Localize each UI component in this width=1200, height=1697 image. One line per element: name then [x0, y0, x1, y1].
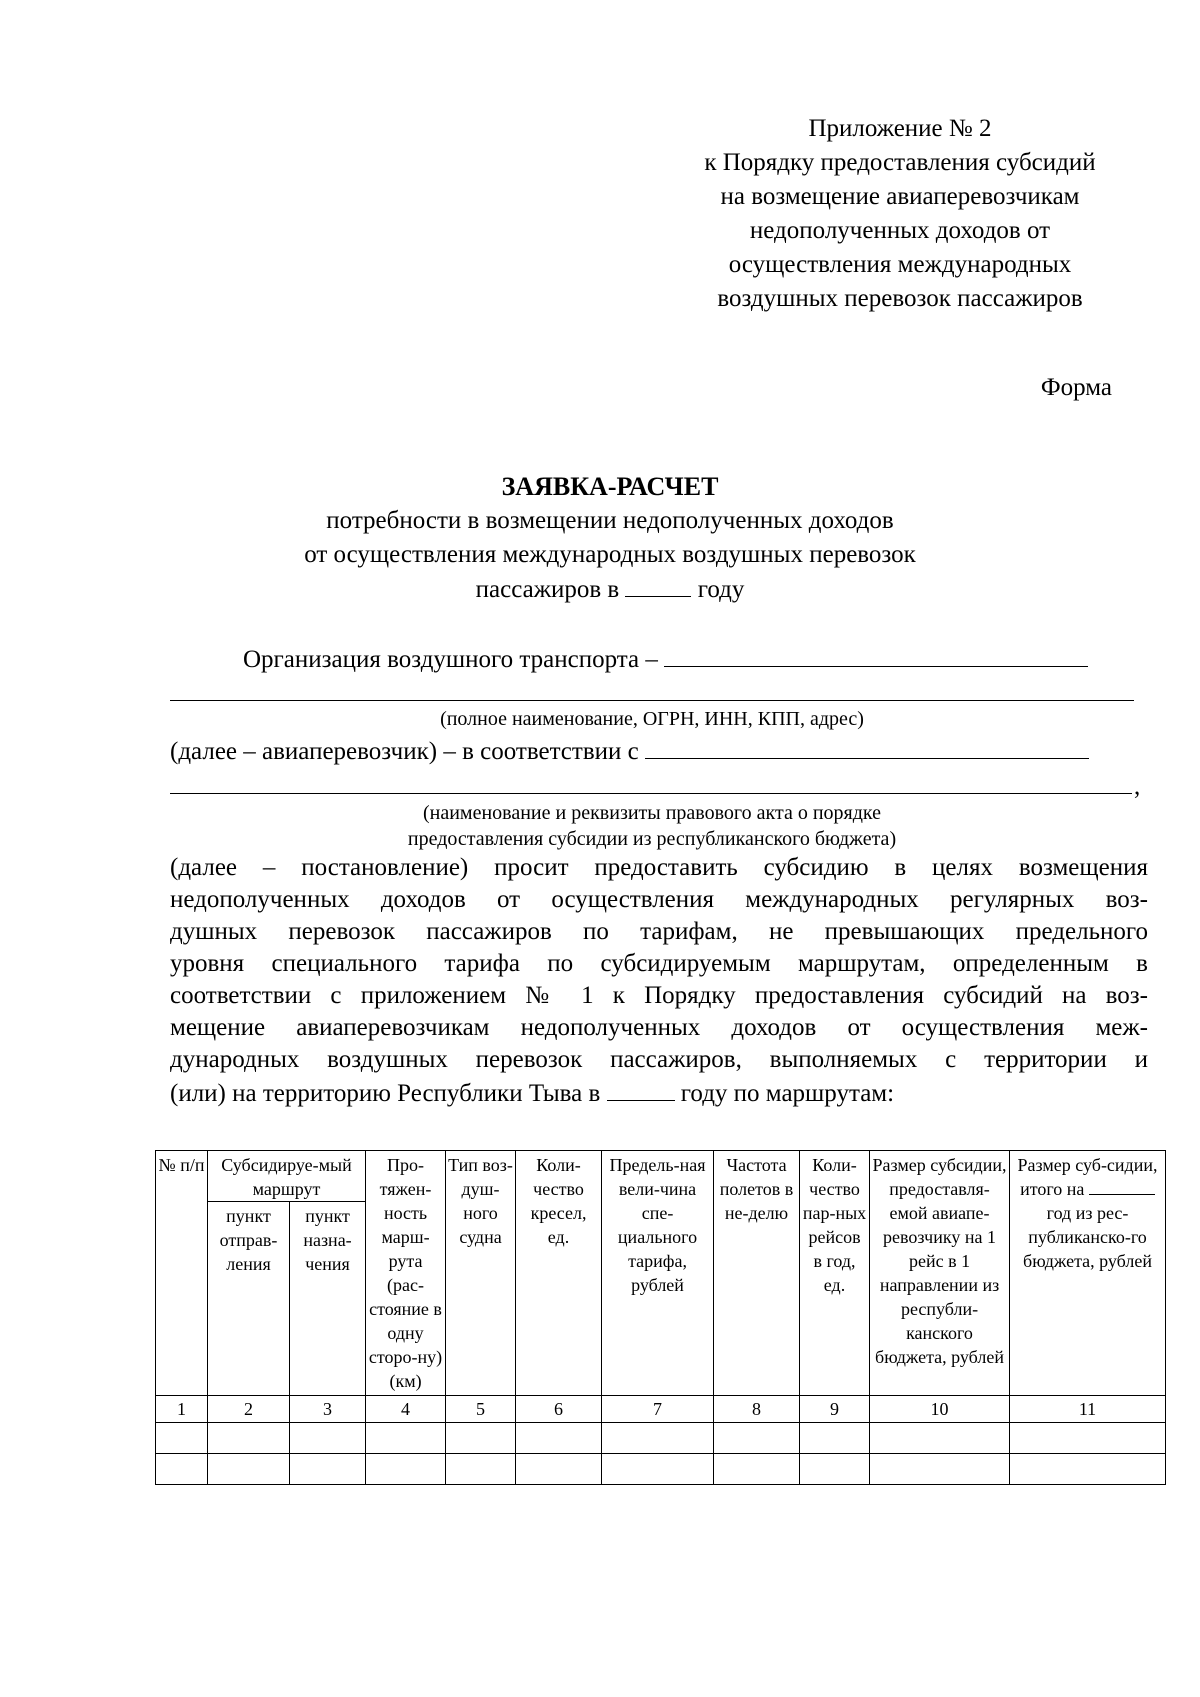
- table-cell[interactable]: [446, 1423, 516, 1454]
- table-cell[interactable]: [366, 1423, 446, 1454]
- column-number: 10: [870, 1396, 1010, 1423]
- body-line: уровня специального тарифа по субсидируемым маршрутам, определенным в: [170, 950, 1148, 977]
- calculation-table: [155, 1150, 1166, 1485]
- year-blank[interactable]: [625, 572, 691, 597]
- header-tariff: Предель-ная вели-чина спе-циального тарифа, рублей: [602, 1151, 714, 1396]
- org-name-blank-line2[interactable]: [170, 700, 1134, 701]
- org-label: Организация воздушного транспорта –: [243, 646, 658, 673]
- table-numbers-row: [156, 1396, 1166, 1423]
- table-cell[interactable]: [156, 1423, 208, 1454]
- table-header-row: [156, 1151, 1166, 1202]
- header-route-from: пункт отправ-ления: [208, 1202, 290, 1396]
- header-subsidy-total: Размер суб-сидии, итого на год из рес-публиканско-го бюджета, рублей: [1010, 1151, 1166, 1396]
- appendix-line: Приложение № 2: [808, 115, 992, 142]
- column-number: 6: [516, 1396, 602, 1423]
- column-number: 5: [446, 1396, 516, 1423]
- title-line: от осуществления международных воздушных перевозок: [304, 541, 916, 568]
- table-cell[interactable]: [208, 1454, 290, 1485]
- column-number: 4: [366, 1396, 446, 1423]
- table-year-blank[interactable]: [1089, 1178, 1155, 1195]
- legal-act-caption: (наименование и реквизиты правового акта о порядке предоставления субсидии из республиканского бюджета): [407, 802, 897, 850]
- accordance-line: [170, 734, 1089, 769]
- header-num: № п/п: [156, 1151, 208, 1396]
- table-cell[interactable]: [602, 1454, 714, 1485]
- table-cell[interactable]: [1010, 1423, 1166, 1454]
- header-length: Про-тяжен-ность марш-рута (рас-стояние в одну сторо-ну) (км): [366, 1151, 446, 1396]
- header-aircraft: Тип воз-душ-ного судна: [446, 1151, 516, 1396]
- table-cell[interactable]: [366, 1454, 446, 1485]
- column-number: 9: [800, 1396, 870, 1423]
- table-cell[interactable]: [870, 1423, 1010, 1454]
- accordance-label: (далее – авиаперевозчик) – в соответствии с: [170, 738, 639, 765]
- form-label: Форма: [1040, 374, 1112, 401]
- org-line: [243, 642, 1088, 677]
- column-number: 1: [156, 1396, 208, 1423]
- title-heading: ЗАЯВКА-РАСЧЕТ: [501, 472, 719, 501]
- org-caption: (полное наименование, ОГРН, ИНН, КПП, адрес): [440, 708, 864, 730]
- table-cell[interactable]: [714, 1423, 800, 1454]
- column-number: 2: [208, 1396, 290, 1423]
- title-year-line: пассажиров в году: [170, 572, 1050, 607]
- table-row[interactable]: [156, 1454, 1166, 1485]
- comma: ,: [1134, 773, 1141, 800]
- title-line: потребности в возмещении недополученных доходов: [326, 507, 894, 534]
- column-number: 3: [290, 1396, 366, 1423]
- column-number: 7: [602, 1396, 714, 1423]
- body-line: недополученных доходов от осуществления международных регулярных воз-: [170, 886, 1148, 913]
- table-cell[interactable]: [800, 1423, 870, 1454]
- body-line: соответствии с приложением № 1 к Порядку предоставления субсидий на воз-: [170, 982, 1148, 1009]
- table-cell[interactable]: [870, 1454, 1010, 1485]
- body-line: мещение авиаперевозчикам недополученных доходов от осуществления меж-: [170, 1014, 1148, 1041]
- body-paragraph: [170, 852, 1148, 1110]
- appendix-line: воздушных перевозок пассажиров: [717, 285, 1083, 312]
- table-cell[interactable]: [446, 1454, 516, 1485]
- body-line: дународных воздушных перевозок пассажиров, выполняемых с территории и: [170, 1046, 1148, 1073]
- column-number: 11: [1010, 1396, 1166, 1423]
- table-cell[interactable]: [800, 1454, 870, 1485]
- legal-act-blank-line2[interactable]: [170, 793, 1132, 794]
- header-route: Субсидируе-мый маршрут: [208, 1151, 366, 1202]
- appendix-header: [640, 112, 1160, 316]
- legal-act-blank[interactable]: [645, 734, 1089, 759]
- table-cell[interactable]: [714, 1454, 800, 1485]
- body-line: (далее – постановление) просит предоставить субсидию в целях возмещения: [170, 854, 1148, 881]
- body-year-blank[interactable]: [607, 1076, 675, 1101]
- column-number: 8: [714, 1396, 800, 1423]
- header-flights: Коли-чество пар-ных рейсов в год, ед.: [800, 1151, 870, 1396]
- table-cell[interactable]: [516, 1454, 602, 1485]
- table-cell[interactable]: [290, 1454, 366, 1485]
- table-cell[interactable]: [156, 1454, 208, 1485]
- org-name-blank[interactable]: [664, 642, 1088, 667]
- appendix-line: на возмещение авиаперевозчикам: [720, 183, 1080, 210]
- document-title: [170, 470, 1050, 607]
- header-frequency: Частота полетов в не-делю: [714, 1151, 800, 1396]
- table-cell[interactable]: [208, 1423, 290, 1454]
- header-seats: Коли-чество кресел, ед.: [516, 1151, 602, 1396]
- table-cell[interactable]: [516, 1423, 602, 1454]
- table-cell[interactable]: [602, 1423, 714, 1454]
- body-line: душных перевозок пассажиров по тарифам, не превышающих предельного: [170, 918, 1148, 945]
- header-subsidy-per-flight: Размер субсидии, предоставля-емой авиапе-ревозчику на 1 рейс в 1 направлении из республи-канского бюджета, рублей: [870, 1151, 1010, 1396]
- table-cell[interactable]: [290, 1423, 366, 1454]
- header-route-to: пункт назна-чения: [290, 1202, 366, 1396]
- table-cell[interactable]: [1010, 1454, 1166, 1485]
- appendix-line: осуществления международных: [728, 251, 1072, 278]
- table-row[interactable]: [156, 1423, 1166, 1454]
- body-last-line: (или) на территорию Республики Тыва в году по маршрутам:: [170, 1076, 1148, 1110]
- appendix-line: к Порядку предоставления субсидий: [704, 149, 1096, 176]
- appendix-line: недополученных доходов от: [749, 217, 1051, 244]
